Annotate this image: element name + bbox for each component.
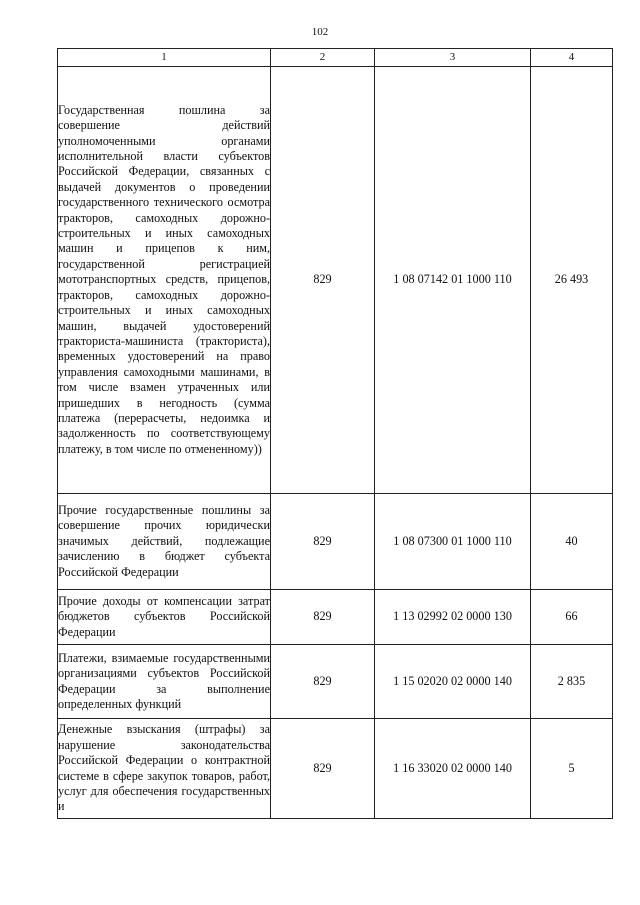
row-kbk-code: 1 13 02992 02 0000 130 <box>375 590 531 645</box>
row-kbk-code: 1 08 07300 01 1000 110 <box>375 494 531 590</box>
table-header-row <box>58 49 613 67</box>
row-amount: 40 <box>531 494 613 590</box>
header-col-4: 4 <box>531 49 613 67</box>
row-amount: 2 835 <box>531 645 613 719</box>
table-row <box>58 67 613 494</box>
row-admin-code: 829 <box>271 719 375 819</box>
table-row <box>58 645 613 719</box>
row-admin-code: 829 <box>271 645 375 719</box>
table-row <box>58 719 613 819</box>
row-kbk-code: 1 08 07142 01 1000 110 <box>375 67 531 494</box>
row-description: Государственная пошлина за совершение действий уполномоченными органами исполнительной власти субъектов Российской Федерации, связанных с выдачей документов о проведении государственного технического осмотра тракторов, самоходных дорожно-строительных и иных самоходных машин и прицепов к ним, государственной регистрацией мототранспортных средств, прицепов, тракторов, самоходных дорожно-строительных и иных самоходных машин, выдачей удостоверений тракториста-машиниста (тракториста), временных удостоверений на право управления самоходными машинами, в том числе взамен утраченных или пришедших в негодность (сумма платежа (перерасчеты, недоимка и задолженность по соответствующему платежу, в том числе по отмененному)) <box>58 67 271 494</box>
row-admin-code: 829 <box>271 494 375 590</box>
header-col-3: 3 <box>375 49 531 67</box>
row-description: Платежи, взимаемые государственными организациями субъектов Российской Федерации за выполнение определенных функций <box>58 645 271 719</box>
table-row <box>58 494 613 590</box>
row-description: Денежные взыскания (штрафы) за нарушение законодательства Российской Федерации о контрактной системе в сфере закупок товаров, работ, услуг для обеспечения государственных и <box>58 719 271 819</box>
header-col-1: 1 <box>58 49 271 67</box>
row-kbk-code: 1 16 33020 02 0000 140 <box>375 719 531 819</box>
row-admin-code: 829 <box>271 590 375 645</box>
row-description: Прочие доходы от компенсации затрат бюджетов субъектов Российской Федерации <box>58 590 271 645</box>
row-admin-code: 829 <box>271 67 375 494</box>
row-description: Прочие государственные пошлины за совершение прочих юридически значимых действий, подлежащие зачислению в бюджет субъекта Российской Федерации <box>58 494 271 590</box>
row-amount: 5 <box>531 719 613 819</box>
row-kbk-code: 1 15 02020 02 0000 140 <box>375 645 531 719</box>
revenue-table <box>57 48 613 819</box>
page-number: 102 <box>311 26 329 38</box>
table-row <box>58 590 613 645</box>
header-col-2: 2 <box>271 49 375 67</box>
row-amount: 66 <box>531 590 613 645</box>
row-amount: 26 493 <box>531 67 613 494</box>
